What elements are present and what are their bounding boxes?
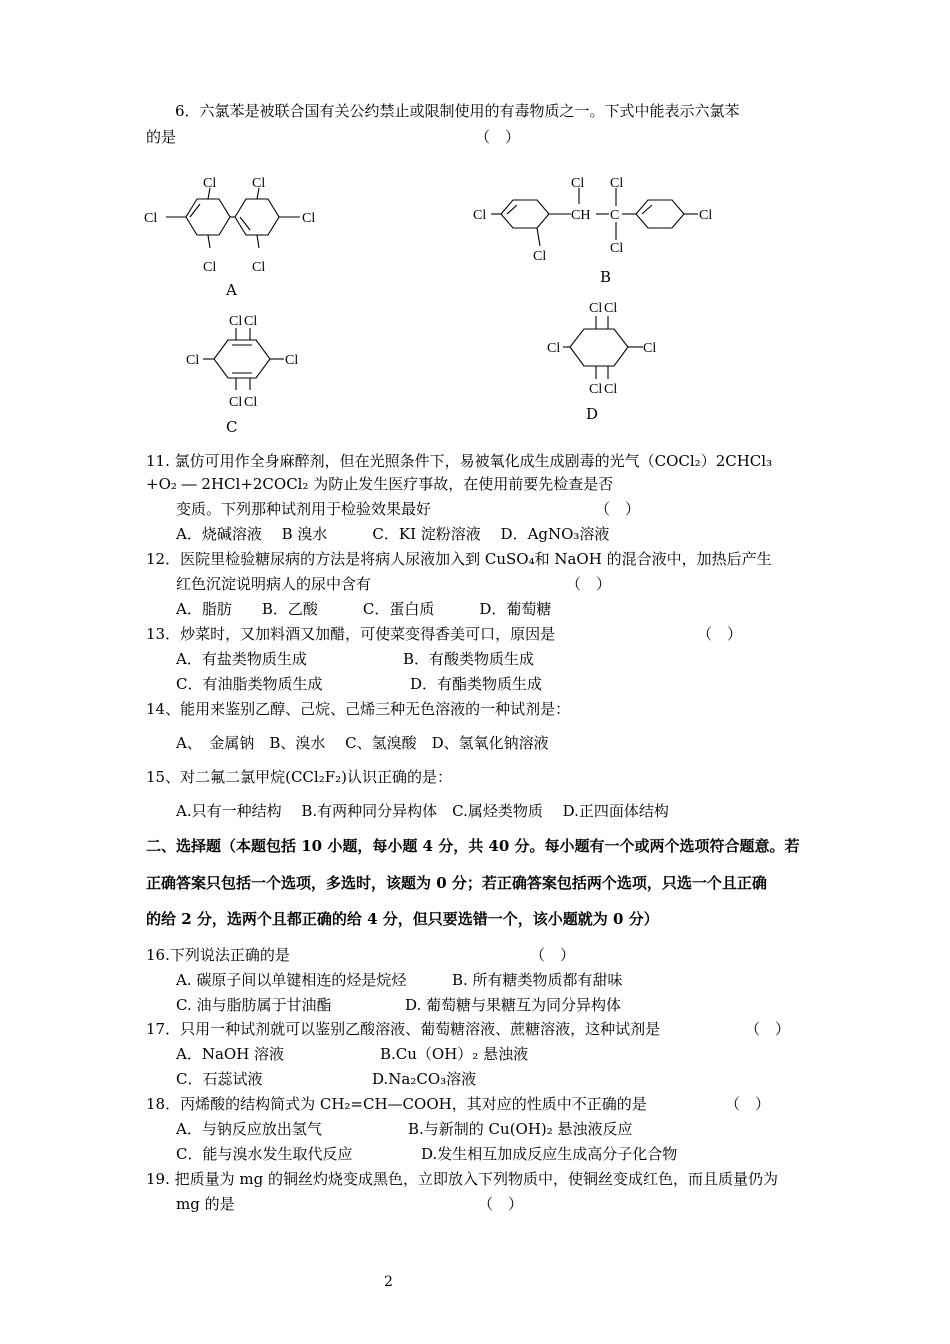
q19-line1: 19. 把质量为 mg 的铜丝灼烧变成黑色，立即放入下列物质中，使铜丝变成红色，而且质量仍为 bbox=[146, 1170, 778, 1188]
struct-b-cl-1: Cl bbox=[473, 208, 487, 223]
struct-c-cl-3: Cl bbox=[186, 353, 200, 368]
struct-c-cl-4: Cl bbox=[285, 353, 299, 368]
option-c-label: C bbox=[226, 418, 238, 436]
struct-a-cl-2: Cl bbox=[252, 176, 266, 191]
q12-answer-paren: （ ） bbox=[566, 575, 612, 593]
section2-line2: 正确答案只包括一个选项，多选时，该题为 0 分；若正确答案包括两个选项，只选一个且正确 bbox=[146, 874, 767, 892]
struct-b-c: C bbox=[610, 208, 620, 223]
struct-b-cl-4: Cl bbox=[610, 241, 624, 256]
struct-b-cl-5: Cl bbox=[699, 208, 713, 223]
q17-option-c: C．石蕊试液 bbox=[176, 1070, 263, 1088]
q11-line3: 变质。下列那种试剂用于检验效果最好 bbox=[176, 500, 432, 518]
q19-answer-paren: （ ） bbox=[478, 1195, 524, 1213]
q14-stem: 14、能用来鉴别乙醇、己烷、己烯三种无色溶液的一种试剂是： bbox=[146, 700, 571, 718]
q16-option-d: D. 葡萄糖与果糖互为同分异构体 bbox=[405, 996, 622, 1014]
q16-answer-paren: （ ） bbox=[530, 946, 576, 964]
q16-option-c: C. 油与脂肪属于甘油酯 bbox=[176, 996, 332, 1014]
q13-option-c: C．有油脂类物质生成 bbox=[176, 675, 323, 693]
q17-option-a: A．NaOH 溶液 bbox=[176, 1045, 285, 1063]
struct-a-cl-6: Cl bbox=[252, 260, 266, 275]
q13-answer-paren: （ ） bbox=[697, 625, 743, 643]
page-number: 2 bbox=[384, 1274, 393, 1290]
struct-d-cl-4: Cl bbox=[643, 341, 657, 356]
q6-line1: 6．六氯苯是被联合国有关公约禁止或限制使用的有毒物质之一。下式中能表示六氯苯 bbox=[175, 102, 740, 120]
q18-option-c: C．能与溴水发生取代反应 bbox=[176, 1145, 353, 1163]
q11-line2: +O₂ ⎯⎯ 2HCl+2COCl₂ 为防止发生医疗事故，在使用前要先检查是否 bbox=[146, 475, 614, 493]
q12-options: A．脂肪 B．乙酸 C．蛋白质 D．葡萄糖 bbox=[176, 600, 552, 618]
q11-line1: 11. 氯仿可用作全身麻醉剂，但在光照条件下，易被氧化成生成剧毒的光气（COCl₂）2CHCl₃ bbox=[146, 452, 773, 470]
q12-line1: 12．医院里检验糖尿病的方法是将病人尿液加入到 CuSO₄和 NaOH 的混合液中，加热后产生 bbox=[146, 550, 772, 568]
struct-a-cl-5: Cl bbox=[203, 260, 217, 275]
option-a-label: A bbox=[226, 281, 237, 299]
q18-option-d: D.发生相互加成反应生成高分子化合物 bbox=[421, 1145, 678, 1163]
option-b-label: B bbox=[600, 268, 612, 286]
q16-option-b: B. 所有糖类物质都有甜味 bbox=[452, 971, 623, 989]
chemical-structures bbox=[0, 160, 950, 460]
struct-c-cl-5: Cl bbox=[229, 395, 243, 410]
q15-options: A.只有一种结构 B.有两种同分异构体 C.属烃类物质 D.正四面体结构 bbox=[176, 802, 669, 820]
struct-c-cl-2: Cl bbox=[244, 314, 258, 329]
q6-line2: 的是 bbox=[146, 128, 177, 146]
q12-line2: 红色沉淀说明病人的尿中含有 bbox=[176, 575, 372, 593]
struct-b-cl-6: Cl bbox=[533, 249, 547, 264]
struct-d-cl-3: Cl bbox=[547, 341, 561, 356]
q16-stem: 16.下列说法正确的是 bbox=[146, 946, 290, 964]
struct-a-cl-1: Cl bbox=[203, 176, 217, 191]
struct-a-cl-3: Cl bbox=[144, 211, 158, 226]
q19-line2: mg 的是 bbox=[176, 1195, 235, 1213]
q17-stem: 17．只用一种试剂就可以鉴别乙酸溶液、葡萄糖溶液、蔗糖溶液，这种试剂是 bbox=[146, 1020, 661, 1038]
q17-answer-paren: （ ） bbox=[745, 1020, 791, 1038]
q15-stem: 15、对二氟二氯甲烷(CCl₂F₂)认识正确的是： bbox=[146, 768, 452, 786]
q17-option-d: D.Na₂CO₃溶液 bbox=[372, 1070, 477, 1088]
q18-option-b: B.与新制的 Cu(OH)₂ 悬浊液反应 bbox=[408, 1120, 633, 1138]
option-d-label: D bbox=[586, 405, 599, 423]
q6-answer-paren: （ ） bbox=[475, 128, 521, 146]
struct-b-ch: CH bbox=[571, 208, 591, 223]
struct-a-cl-4: Cl bbox=[302, 211, 316, 226]
q16-option-a: A. 碳原子间以单键相连的烃是烷烃 bbox=[176, 971, 407, 989]
q14-options: A、 金属钠 B、溴水 C、氢溴酸 D、氢氧化钠溶液 bbox=[176, 734, 549, 752]
struct-b-cl-2: Cl bbox=[571, 176, 585, 191]
q11-answer-paren: （ ） bbox=[595, 500, 641, 518]
q18-option-a: A．与钠反应放出氢气 bbox=[176, 1120, 322, 1138]
q13-option-b: B．有酸类物质生成 bbox=[403, 650, 535, 668]
section2-line1: 二、选择题（本题包括 10 小题，每小题 4 分，共 40 分。每小题有一个或两个选项符合题意。若 bbox=[146, 837, 800, 855]
struct-d-cl-6: Cl bbox=[604, 382, 618, 397]
struct-c-cl-1: Cl bbox=[229, 314, 243, 329]
section2-line3: 的给 2 分，选两个且都正确的给 4 分，但只要选错一个，该小题就为 0 分） bbox=[146, 910, 659, 928]
q13-stem: 13．炒菜时，又加料酒又加醋，可使菜变得香美可口，原因是 bbox=[146, 625, 556, 643]
q13-option-d: D．有酯类物质生成 bbox=[410, 675, 543, 693]
struct-d-cl-5: Cl bbox=[589, 382, 603, 397]
q11-options: A．烧碱溶液 B 溴水 C．KI 淀粉溶液 D．AgNO₃溶液 bbox=[176, 525, 610, 543]
struct-c-cl-6: Cl bbox=[244, 395, 258, 410]
q17-option-b: B.Cu（OH）₂ 悬浊液 bbox=[380, 1045, 529, 1063]
q18-stem: 18．丙烯酸的结构简式为 CH₂=CH—COOH，其对应的性质中不正确的是 bbox=[146, 1095, 647, 1113]
q13-option-a: A．有盐类物质生成 bbox=[176, 650, 307, 668]
q18-answer-paren: （ ） bbox=[725, 1095, 771, 1113]
struct-b-cl-3: Cl bbox=[610, 176, 624, 191]
struct-d-cl-2: Cl bbox=[604, 301, 618, 316]
struct-d-cl-1: Cl bbox=[589, 301, 603, 316]
